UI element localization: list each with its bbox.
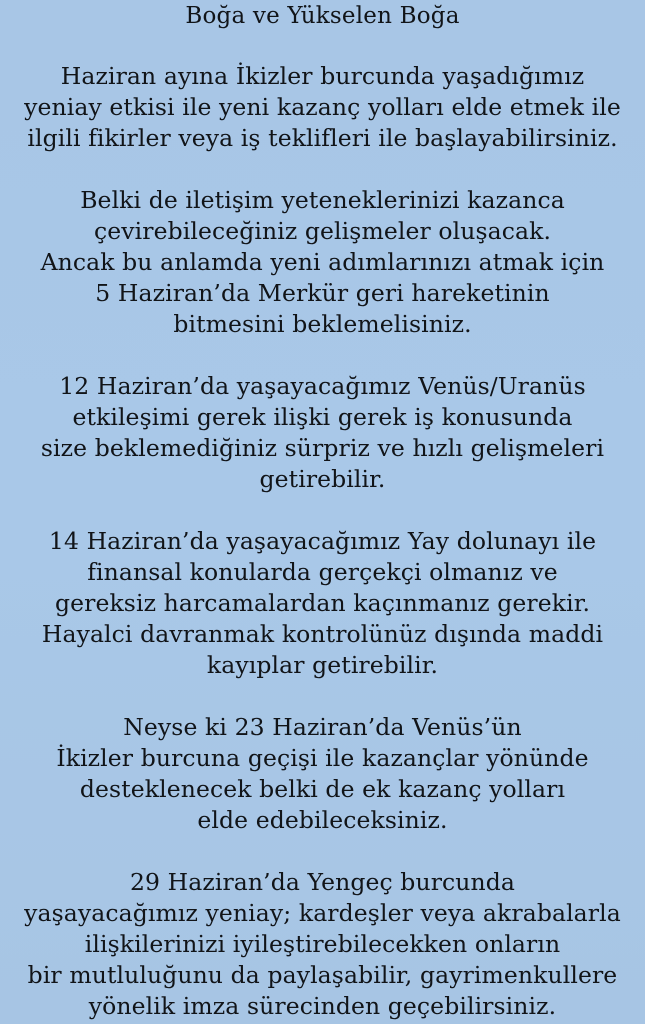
page-title: Boğa ve Yükselen Boğa <box>185 3 460 29</box>
text-line: Neyse ki 23 Haziran’da Venüs’ün <box>123 713 522 741</box>
text-line: desteklenecek belki de ek kazanç yolları <box>79 775 566 803</box>
text-line: etkileşimi gerek ilişki gerek iş konusunda <box>72 403 573 431</box>
text-line: 14 Haziran’da yaşayacağımız Yay dolunayı ile <box>48 527 597 555</box>
text-line: ilgili fikirler veya iş teklifleri ile başlayabilirsiniz. <box>27 124 618 152</box>
text-line: bitmesini beklemelisiniz. <box>173 310 472 338</box>
text-line: yeniay etkisi ile yeni kazanç yolları elde etmek ile <box>24 93 621 121</box>
paragraph-full-moon <box>0 526 645 681</box>
text-line: 12 Haziran’da yaşayacağımız Venüs/Uranüs <box>59 372 586 400</box>
text-line: yaşayacağımız yeniay; kardeşler veya akrabalarla <box>24 899 621 927</box>
paragraph-venus-gemini <box>0 712 645 836</box>
text-line: finansal konularda gerçekçi olmanız ve <box>87 558 558 586</box>
paragraph-new-moon-cancer <box>0 867 645 1022</box>
text-line: kayıplar getirebilir. <box>206 651 439 679</box>
text-line: çevirebileceğiniz gelişmeler oluşacak. <box>93 217 552 245</box>
text-line: Hayalci davranmak kontrolünüz dışında maddi <box>41 620 604 648</box>
text-line: size beklemediğiniz sürpriz ve hızlı gelişmeleri <box>40 434 605 462</box>
text-line: 5 Haziran’da Merkür geri hareketinin <box>95 279 550 307</box>
paragraph-new-income <box>0 61 645 154</box>
paragraph-mercury <box>0 185 645 340</box>
text-line: Belki de iletişim yeteneklerinizi kazanca <box>80 186 565 214</box>
text-line: yönelik imza sürecinden geçebilirsiniz. <box>88 992 557 1020</box>
text-line: Haziran ayına İkizler burcunda yaşadığımız <box>60 62 585 90</box>
text-line: bir mutluluğunu da paylaşabilir, gayrimenkullere <box>27 961 618 989</box>
paragraph-venus-uranus <box>0 371 645 495</box>
text-line: ilişkilerinizi iyileştirebilecekken onların <box>84 930 561 958</box>
text-line: İkizler burcuna geçişi ile kazançlar yönünde <box>56 744 589 772</box>
text-line: getirebilir. <box>259 465 386 493</box>
text-line: gereksiz harcamalardan kaçınmanız gerekir. <box>54 589 591 617</box>
text-line: elde edebileceksiniz. <box>197 806 448 834</box>
text-line: 29 Haziran’da Yengeç burcunda <box>129 868 516 896</box>
text-line: Ancak bu anlamda yeni adımlarınızı atmak için <box>40 248 605 276</box>
